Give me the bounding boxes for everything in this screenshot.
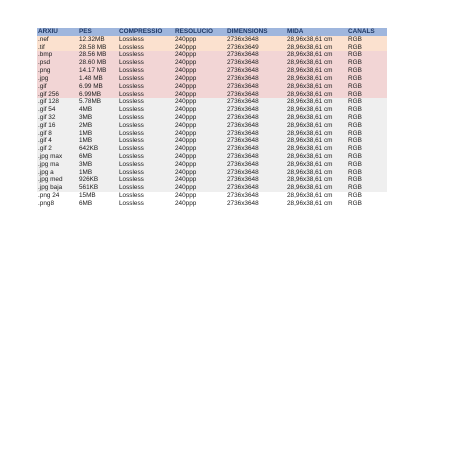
cell-canals[interactable]: RGB (348, 43, 362, 51)
cell-mida[interactable]: 28,96x38,61 cm (287, 168, 333, 176)
cell-compressio[interactable]: Lossless (119, 160, 144, 168)
cell-compressio[interactable]: Lossless (119, 199, 144, 207)
table-row (37, 169, 387, 177)
cell-mida[interactable]: 28,96x38,61 cm (287, 129, 333, 137)
cell-compressio[interactable]: Lossless (119, 153, 144, 160)
table-row (37, 75, 387, 83)
cell-dimensions[interactable]: 2736x3648 (227, 168, 259, 176)
cell-resolucio[interactable]: 240ppp (175, 106, 197, 114)
cell-compressio[interactable]: Lossless (119, 35, 144, 43)
cell-canals[interactable]: RGB (348, 59, 362, 67)
cell-resolucio[interactable]: 240ppp (175, 145, 197, 153)
spreadsheet (37, 28, 387, 208)
cell-dimensions[interactable]: 2736x3648 (227, 74, 259, 82)
cell-compressio[interactable]: Lossless (119, 121, 144, 129)
cell-arxiu[interactable]: .gif (38, 82, 47, 90)
cell-pes[interactable]: 3MB (79, 113, 93, 121)
cell-canals[interactable]: RGB (348, 160, 362, 168)
cell-canals[interactable]: RGB (348, 137, 362, 145)
cell-canals[interactable]: RGB (348, 129, 362, 137)
cell-arxiu[interactable]: .gif 8 (38, 129, 52, 137)
cell-dimensions[interactable]: 2736x3648 (227, 121, 259, 129)
cell-resolucio[interactable]: 240ppp (175, 129, 197, 137)
table-row (37, 114, 387, 122)
cell-mida[interactable]: 28,96x38,61 cm (287, 113, 333, 121)
table-row (37, 91, 387, 99)
cell-compressio[interactable]: Lossless (119, 113, 144, 121)
cell-arxiu[interactable]: .psd (38, 59, 51, 67)
cell-mida[interactable]: 28,96x38,61 cm (287, 67, 333, 75)
cell-mida[interactable]: 28,96x38,61 cm (287, 51, 333, 59)
cell-arxiu[interactable]: .png 24 (38, 192, 60, 200)
cell-resolucio[interactable]: 240ppp (175, 160, 197, 168)
cell-canals[interactable]: RGB (348, 51, 362, 59)
cell-resolucio[interactable]: 240ppp (175, 51, 197, 59)
cell-compressio[interactable]: Lossless (119, 82, 144, 90)
cell-mida[interactable]: 28,96x38,61 cm (287, 43, 333, 51)
cell-dimensions[interactable]: 2736x3648 (227, 51, 259, 59)
header-row (37, 28, 387, 36)
cell-pes[interactable]: 28.60 MB (79, 59, 107, 67)
cell-arxiu[interactable]: .bmp (38, 51, 53, 59)
cell-pes[interactable]: 1MB (79, 137, 93, 145)
table-row (37, 51, 387, 59)
cell-mida[interactable]: 28,96x38,61 cm (287, 35, 333, 43)
table-row (37, 122, 387, 130)
cell-pes[interactable]: 1MB (79, 168, 93, 176)
cell-dimensions[interactable]: 2736x3648 (227, 129, 259, 137)
cell-compressio[interactable]: Lossless (119, 43, 144, 51)
cell-canals[interactable]: RGB (348, 98, 362, 106)
cell-resolucio[interactable]: 240ppp (175, 199, 197, 207)
table-row (37, 67, 387, 75)
table-row (37, 137, 387, 145)
table-row (37, 145, 387, 153)
file-format-table (37, 28, 387, 208)
cell-dimensions[interactable]: 2736x3648 (227, 98, 259, 106)
cell-pes[interactable]: 1MB (79, 129, 93, 137)
cell-canals[interactable]: RGB (348, 35, 362, 43)
cell-resolucio[interactable]: 240ppp (175, 82, 197, 90)
cell-pes[interactable]: 15MB (79, 192, 96, 200)
cell-canals[interactable]: RGB (348, 121, 362, 129)
cell-arxiu[interactable]: .gif 54 (38, 106, 56, 114)
cell-mida[interactable]: 28,96x38,61 cm (287, 176, 333, 184)
cell-arxiu[interactable]: .gif 2 (38, 145, 52, 153)
cell-arxiu[interactable]: .jpg baja (38, 184, 63, 192)
cell-mida[interactable]: 28,96x38,61 cm (287, 199, 333, 207)
column-header-resolucio[interactable]: RESOLUCIO (175, 28, 213, 35)
cell-dimensions[interactable]: 2736x3648 (227, 90, 259, 98)
cell-pes[interactable]: 1.48 MB (79, 74, 103, 82)
cell-arxiu[interactable]: .jpg (38, 74, 49, 82)
column-header-pes[interactable]: PES (79, 28, 92, 35)
cell-compressio[interactable]: Lossless (119, 176, 144, 184)
cell-resolucio[interactable]: 240ppp (175, 153, 197, 160)
cell-mida[interactable]: 28,96x38,61 cm (287, 145, 333, 153)
cell-mida[interactable]: 28,96x38,61 cm (287, 192, 333, 200)
cell-pes[interactable]: 6.99MB (79, 90, 102, 98)
cell-resolucio[interactable]: 240ppp (175, 59, 197, 67)
cell-compressio[interactable]: Lossless (119, 67, 144, 75)
cell-arxiu[interactable]: .tif (38, 43, 45, 51)
cell-resolucio[interactable]: 240ppp (175, 98, 197, 106)
cell-arxiu[interactable]: .jpg ma (38, 160, 59, 168)
table-row (37, 59, 387, 67)
cell-resolucio[interactable]: 240ppp (175, 67, 197, 75)
cell-arxiu[interactable]: .gif 32 (38, 113, 56, 121)
cell-compressio[interactable]: Lossless (119, 184, 144, 192)
cell-pes[interactable]: 561KB (79, 184, 99, 192)
cell-resolucio[interactable]: 240ppp (175, 192, 197, 200)
cell-pes[interactable]: 926KB (79, 176, 99, 184)
cell-canals[interactable]: RGB (348, 74, 362, 82)
cell-resolucio[interactable]: 240ppp (175, 168, 197, 176)
cell-compressio[interactable]: Lossless (119, 59, 144, 67)
cell-mida[interactable]: 28,96x38,61 cm (287, 106, 333, 114)
cell-pes[interactable]: 12.32MB (79, 35, 105, 43)
cell-compressio[interactable]: Lossless (119, 98, 144, 106)
cell-mida[interactable]: 28,96x38,61 cm (287, 153, 333, 160)
cell-canals[interactable]: RGB (348, 145, 362, 153)
table-row (37, 83, 387, 91)
cell-mida[interactable]: 28,96x38,61 cm (287, 98, 333, 106)
table-row (37, 184, 387, 192)
cell-canals[interactable]: RGB (348, 153, 362, 160)
cell-pes[interactable]: 3MB (79, 160, 93, 168)
cell-arxiu[interactable]: .jpg med (38, 176, 63, 184)
cell-mida[interactable]: 28,96x38,61 cm (287, 137, 333, 145)
cell-dimensions[interactable]: 2736x3648 (227, 145, 259, 153)
cell-dimensions[interactable]: 2736x3648 (227, 82, 259, 90)
table-row (37, 130, 387, 138)
cell-dimensions[interactable]: 2736x3648 (227, 137, 259, 145)
cell-pes[interactable]: 5.78MB (79, 98, 102, 106)
cell-resolucio[interactable]: 240ppp (175, 74, 197, 82)
cell-dimensions[interactable]: 2736x3648 (227, 106, 259, 114)
cell-pes[interactable]: 6MB (79, 153, 93, 160)
cell-mida[interactable]: 28,96x38,61 cm (287, 160, 333, 168)
table-row (37, 153, 387, 161)
cell-compressio[interactable]: Lossless (119, 168, 144, 176)
cell-arxiu[interactable]: .png8 (38, 199, 54, 207)
table-row (37, 44, 387, 52)
cell-canals[interactable]: RGB (348, 113, 362, 121)
cell-arxiu[interactable]: .nef (38, 35, 49, 43)
cell-canals[interactable]: RGB (348, 67, 362, 75)
cell-dimensions[interactable]: 2736x3648 (227, 113, 259, 121)
cell-arxiu[interactable]: .gif 16 (38, 121, 56, 129)
cell-pes[interactable]: 2MB (79, 121, 93, 129)
cell-dimensions[interactable]: 2736x3648 (227, 59, 259, 67)
cell-arxiu[interactable]: .gif 256 (38, 90, 59, 98)
cell-compressio[interactable]: Lossless (119, 106, 144, 114)
cell-canals[interactable]: RGB (348, 168, 362, 176)
cell-canals[interactable]: RGB (348, 82, 362, 90)
cell-canals[interactable]: RGB (348, 192, 362, 200)
cell-pes[interactable]: 14.17 MB (79, 67, 107, 75)
cell-mida[interactable]: 28,96x38,61 cm (287, 82, 333, 90)
cell-dimensions[interactable]: 2736x3649 (227, 43, 259, 51)
cell-pes[interactable]: 6.99 MB (79, 82, 103, 90)
cell-dimensions[interactable]: 2736x3648 (227, 160, 259, 168)
column-header-arxiu[interactable]: ARXIU (38, 28, 58, 35)
cell-dimensions[interactable]: 2736x3648 (227, 35, 259, 43)
cell-mida[interactable]: 28,96x38,61 cm (287, 184, 333, 192)
cell-canals[interactable]: RGB (348, 176, 362, 184)
cell-resolucio[interactable]: 240ppp (175, 121, 197, 129)
cell-compressio[interactable]: Lossless (119, 145, 144, 153)
cell-dimensions[interactable]: 2736x3648 (227, 176, 259, 184)
table-row (37, 176, 387, 184)
cell-pes[interactable]: 6MB (79, 199, 93, 207)
cell-arxiu[interactable]: .jpg a (38, 168, 54, 176)
table-row (37, 200, 387, 208)
cell-mida[interactable]: 28,96x38,61 cm (287, 90, 333, 98)
cell-mida[interactable]: 28,96x38,61 cm (287, 74, 333, 82)
cell-mida[interactable]: 28,96x38,61 cm (287, 59, 333, 67)
cell-canals[interactable]: RGB (348, 90, 362, 98)
table-row (37, 161, 387, 169)
cell-canals[interactable]: RGB (348, 199, 362, 207)
cell-pes[interactable]: 28.58 MB (79, 43, 107, 51)
cell-pes[interactable]: 28.56 MB (79, 51, 107, 59)
table-row (37, 36, 387, 44)
cell-compressio[interactable]: Lossless (119, 90, 144, 98)
cell-canals[interactable]: RGB (348, 106, 362, 114)
cell-dimensions[interactable]: 2736x3648 (227, 192, 259, 200)
cell-arxiu[interactable]: .png (38, 67, 51, 75)
cell-pes[interactable]: 642KB (79, 145, 99, 153)
cell-dimensions[interactable]: 2736x3648 (227, 184, 259, 192)
table-row (37, 98, 387, 106)
cell-canals[interactable]: RGB (348, 184, 362, 192)
cell-compressio[interactable]: Lossless (119, 137, 144, 145)
cell-resolucio[interactable]: 240ppp (175, 184, 197, 192)
cell-resolucio[interactable]: 240ppp (175, 90, 197, 98)
cell-resolucio[interactable]: 240ppp (175, 43, 197, 51)
cell-pes[interactable]: 4MB (79, 106, 93, 114)
cell-resolucio[interactable]: 240ppp (175, 35, 197, 43)
cell-compressio[interactable]: Lossless (119, 129, 144, 137)
cell-compressio[interactable]: Lossless (119, 192, 144, 200)
cell-dimensions[interactable]: 2736x3648 (227, 153, 259, 160)
cell-arxiu[interactable]: .gif 4 (38, 137, 52, 145)
table-row (37, 106, 387, 114)
cell-resolucio[interactable]: 240ppp (175, 176, 197, 184)
cell-arxiu[interactable]: .jpg max (38, 153, 63, 160)
cell-compressio[interactable]: Lossless (119, 74, 144, 82)
cell-mida[interactable]: 28,96x38,61 cm (287, 121, 333, 129)
cell-arxiu[interactable]: .gif 128 (38, 98, 59, 106)
column-header-compressio[interactable]: COMPRESSIO (119, 28, 163, 35)
cell-dimensions[interactable]: 2736x3648 (227, 67, 259, 75)
cell-dimensions[interactable]: 2736x3648 (227, 199, 259, 207)
column-header-mida[interactable]: MIDA (287, 28, 304, 35)
cell-compressio[interactable]: Lossless (119, 51, 144, 59)
table-body (37, 36, 387, 208)
table-row (37, 192, 387, 200)
column-header-dimensions[interactable]: DIMENSIONS (227, 28, 268, 35)
cell-resolucio[interactable]: 240ppp (175, 113, 197, 121)
column-header-canals[interactable]: CANALS (348, 28, 375, 35)
cell-resolucio[interactable]: 240ppp (175, 137, 197, 145)
